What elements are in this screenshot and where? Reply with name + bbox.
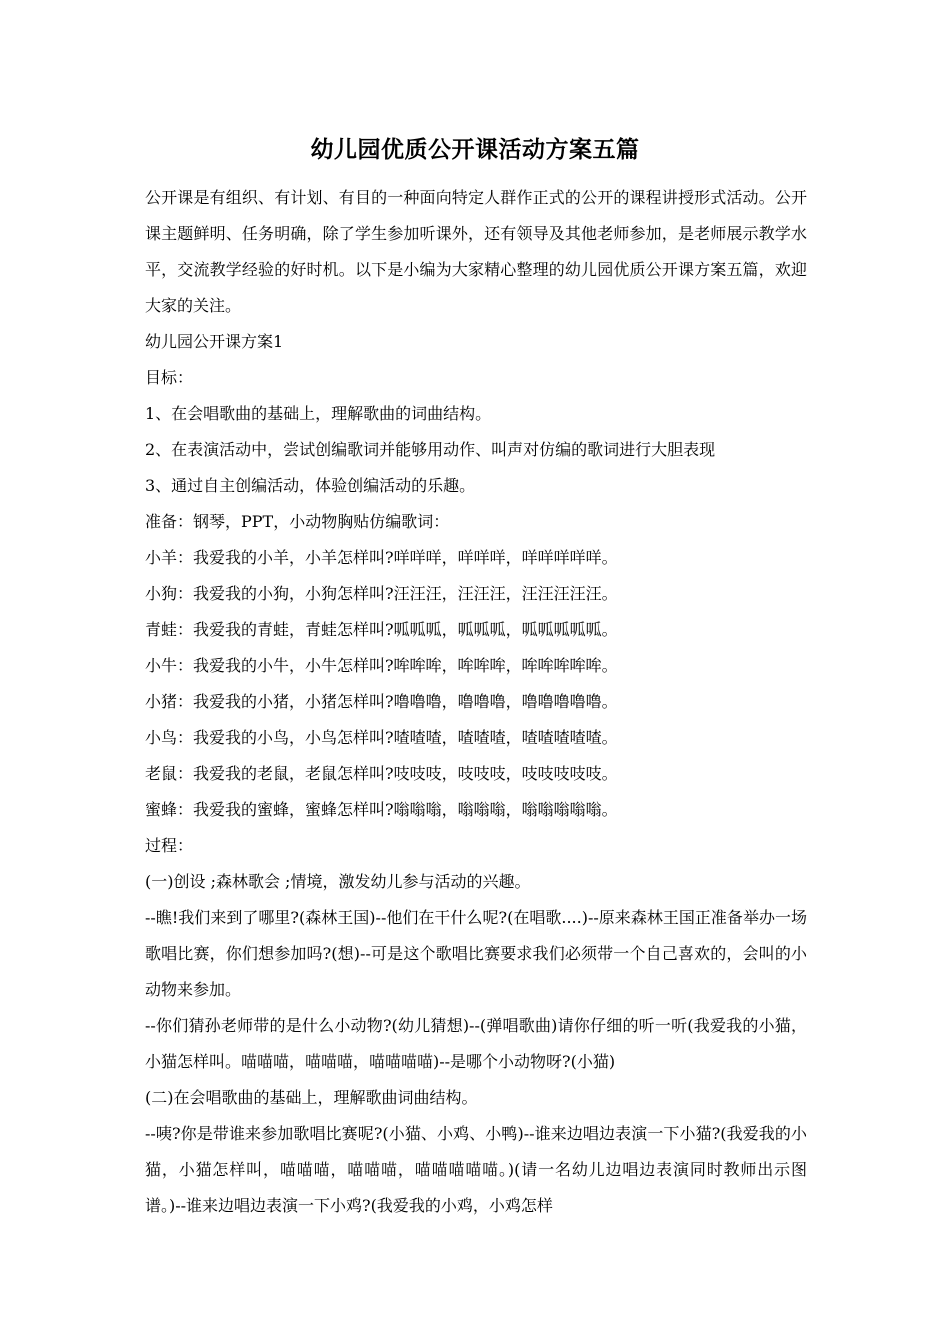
lyric-line: 小羊：我爱我的小羊，小羊怎样叫?咩咩咩，咩咩咩，咩咩咩咩咩。	[145, 548, 618, 567]
step1-paragraph: --你们猜孙老师带的是什么小动物?(幼儿猜想)--(弹唱歌曲)请你仔细的听一听(我爱我的小猫，小猫怎样叫。喵喵喵，喵喵喵，喵喵喵喵)--是哪个小动物呀?(小猫)	[145, 1016, 807, 1071]
lyric-line: 老鼠：我爱我的老鼠，老鼠怎样叫?吱吱吱，吱吱吱，吱吱吱吱吱。	[145, 764, 618, 783]
lyric-line: 青蛙：我爱我的青蛙，青蛙怎样叫?呱呱呱，呱呱呱，呱呱呱呱呱。	[145, 620, 618, 639]
lyric-line: 小牛：我爱我的小牛，小牛怎样叫?哞哞哞，哞哞哞，哞哞哞哞哞。	[145, 656, 618, 675]
lyric-line: 蜜蜂：我爱我的蜜蜂，蜜蜂怎样叫?嗡嗡嗡，嗡嗡嗡，嗡嗡嗡嗡嗡。	[145, 800, 618, 819]
goal-item: 1、在会唱歌曲的基础上，理解歌曲的词曲结构。	[145, 404, 492, 423]
goals-label: 目标：	[145, 368, 194, 387]
step2-heading: (二)在会唱歌曲的基础上，理解歌曲词曲结构。	[145, 1088, 478, 1107]
goal-item: 3、通过自主创编活动，体验创编活动的乐趣。	[145, 476, 476, 495]
document-body	[145, 180, 807, 1224]
section-heading: 幼儿园公开课方案1	[145, 332, 284, 351]
goal-item: 2、在表演活动中，尝试创编歌词并能够用动作、叫声对仿编的歌词进行大胆表现	[145, 440, 716, 459]
process-label: 过程：	[145, 836, 194, 855]
step1-paragraph: --瞧!我们来到了哪里?(森林王国)--他们在干什么呢?(在唱歌....)--原来森林王国正准备举办一场歌唱比赛，你们想参加吗?(想)--可是这个歌唱比赛要求我们必须带一个自己喜欢的，会叫的小动物来参加。	[145, 908, 807, 999]
lyric-line: 小鸟：我爱我的小鸟，小鸟怎样叫?喳喳喳，喳喳喳，喳喳喳喳喳。	[145, 728, 618, 747]
preparation-line: 准备：钢琴，PPT，小动物胸贴仿编歌词：	[145, 512, 450, 531]
lyric-line: 小狗：我爱我的小狗，小狗怎样叫?汪汪汪，汪汪汪，汪汪汪汪汪。	[145, 584, 618, 603]
step2-paragraph: --咦?你是带谁来参加歌唱比赛呢?(小猫、小鸡、小鸭)--谁来边唱边表演一下小猫?(我爱我的小猫，小猫怎样叫，喵喵喵，喵喵喵，喵喵喵喵喵。)(请一名幼儿边唱边表演同时教师出示图谱。)--谁来边唱边表演一下小鸡?(我爱我的小鸡，小鸡怎样	[145, 1124, 807, 1215]
lyric-line: 小猪：我爱我的小猪，小猪怎样叫?噜噜噜，噜噜噜，噜噜噜噜噜。	[145, 692, 618, 711]
document-title: 幼儿园优质公开课活动方案五篇	[310, 136, 640, 163]
step1-heading: (一)创设 ;森林歌会 ;情境，激发幼儿参与活动的兴趣。	[145, 872, 531, 891]
intro-paragraph: 公开课是有组织、有计划、有目的一种面向特定人群作正式的公开的课程讲授形式活动。公开课主题鲜明、任务明确，除了学生参加听课外，还有领导及其他老师参加，是老师展示教学水平，交流教学经验的好时机。以下是小编为大家精心整理的幼儿园优质公开课方案五篇，欢迎大家的关注。	[145, 188, 807, 315]
